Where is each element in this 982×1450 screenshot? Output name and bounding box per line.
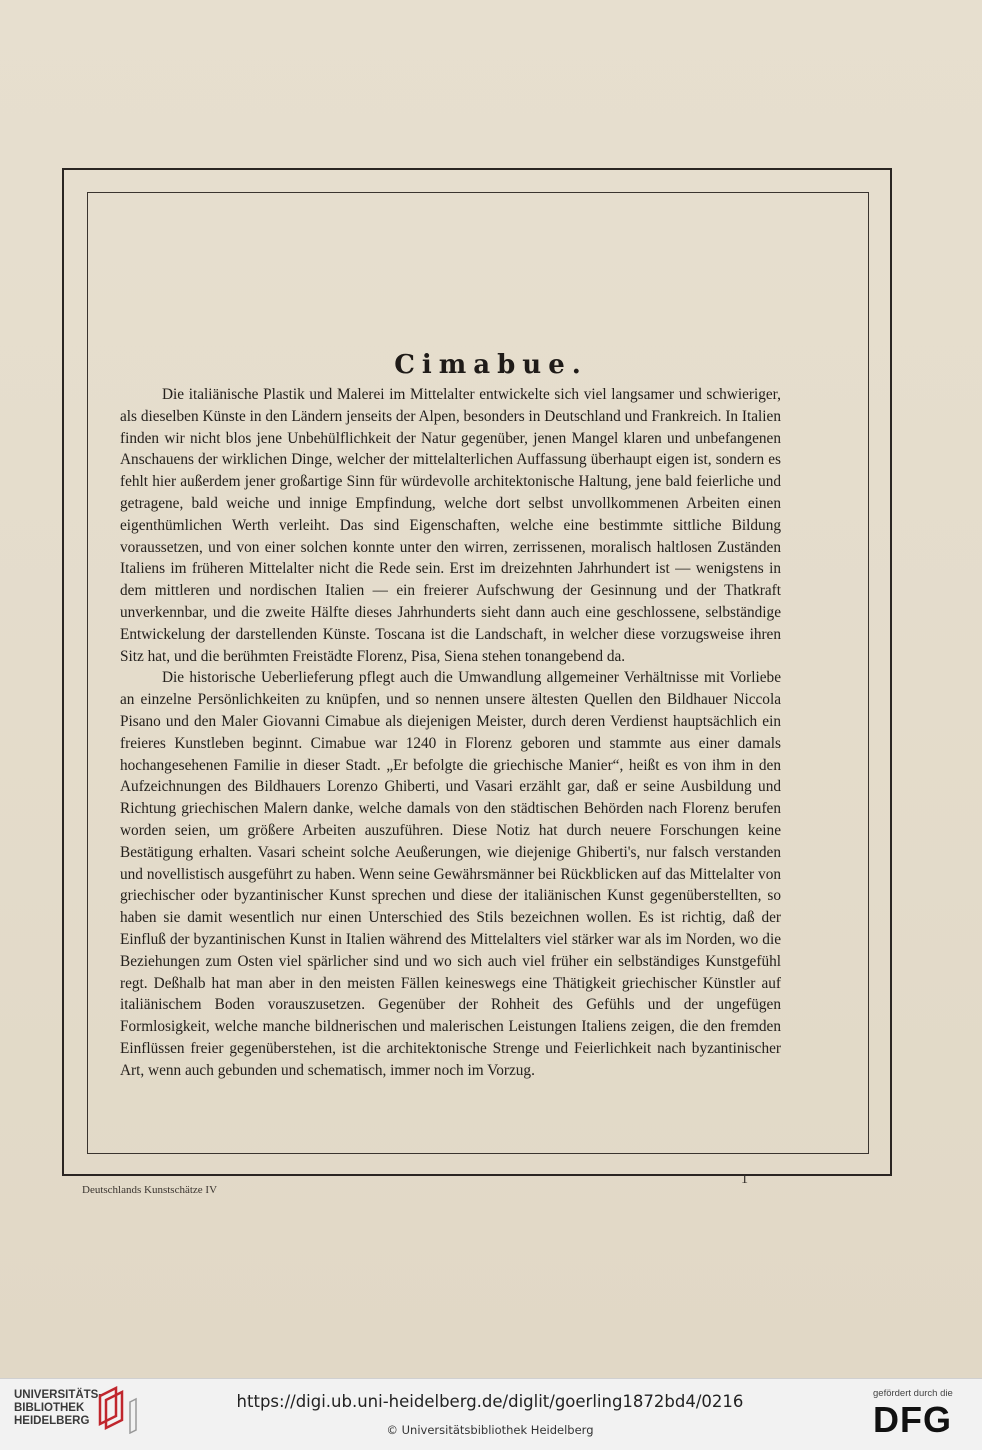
document-url-link[interactable]: https://digi.ub.uni-heidelberg.de/diglit/goerling1872bd4/0216	[236, 1392, 744, 1411]
article-body	[120, 384, 781, 1082]
library-name-line-1: UNIVERSITÄTS-	[14, 1389, 103, 1401]
signature-mark: Deutschlands Kunstschätze IV	[82, 1184, 218, 1196]
copyright-notice: © Universitätsbibliothek Heidelberg	[386, 1423, 594, 1437]
page-number: 1	[741, 1172, 748, 1187]
library-logo-icon[interactable]	[96, 1386, 140, 1434]
library-logo-text[interactable]	[14, 1389, 102, 1428]
paragraph-1: Die italiänische Plastik und Malerei im Mittelalter entwickelte sich viel langsamer und schwieriger, als dieselben Künste in den Ländern jenseits der Alpen, besonders in Deutschland und Frankreich. In Italien finden wir nicht blos jene Unbehülflichkeit der Natur gegenüber, jenen Mangel klaren und unbefangenen Anschauens der wirklichen Dinge, welcher der mittelalterlichen Auffassung überhaupt eigen ist, sondern es fehlt hier außerdem jener großartige Sinn für würdevolle architektonische Haltung, jene bald feierliche und getragene, bald weiche und innige Empfindung, welche dort selbst unvollkommenen Arbeiten einen eigenthümlichen Werth verleiht. Das sind Eigenschaften, welche eine bestimmte sittliche Bildung voraussetzen, und von einer solchen konnte unter den wirren, zerrissenen, moralisch haltlosen Zuständen Italiens im früheren Mittelalter nicht die Rede sein. Erst im dreizehnten Jahrhundert ist — wenigstens in dem mittleren und nordischen Italien — ein freierer Aufschwung der Gesinnung und der Thatkraft unverkennbar, und die zweite Hälfte dieses Jahrhunderts sieht dann auch eine geschlossene, selbständige Entwickelung der darstellenden Künste. Toscana ist die Landschaft, in welcher diese vorzugsweise ihren Sitz hat, und die berühmten Freistädte Florenz, Pisa, Siena stehen tonangebend da.	[120, 386, 781, 665]
page-title: Cimabue.	[394, 350, 588, 380]
library-name-line-2: BIBLIOTHEK	[14, 1402, 85, 1414]
funder-caption: gefördert durch die	[873, 1388, 953, 1399]
dfg-logo[interactable]: DFG	[873, 1399, 952, 1440]
paragraph-2: Die historische Ueberlieferung pflegt auch die Umwandlung allgemeiner Verhältnisse mit Vorliebe an einzelne Persönlichkeiten zu knüpfen, und so nennen unsere ältesten Quellen den Bildhauer Niccola Pisano und den Maler Giovanni Cimabue als diejenigen Meister, durch deren Verdienst hauptsächlich ein freieres Kunstleben beginnt. Cimabue war 1240 in Florenz geboren und stammte aus einer damals hochangesehenen Familie in dieser Stadt. „Er befolgte die griechische Manier“, heißt es von ihm in den Aufzeichnungen des Bildhauers Lorenzo Ghiberti, und Vasari erzählt gar, daß er seine Ausbildung und Richtung griechischen Malern danke, welche damals von den städtischen Behörden nach Florenz berufen worden seien, um größere Arbeiten auszuführen. Diese Notiz hat durch neuere Forschungen keine Bestätigung erhalten. Vasari scheint solche Aeußerungen, wie diejenige Ghiberti's, nur falsch verstanden und novellistisch ausgeführt zu haben. Wenn seine Gewährsmänner bei Rückblicken auf das Mittelalter von griechischer oder byzantinischer Kunst sprechen und diese der italiänischen Kunst gegenüberstellten, so haben sie damit wesentlich nur einen Unterschied des Stils bezeichnen wollen. Es ist richtig, daß der Einfluß der byzantinischen Kunst in Italien während des Mittelalters viel stärker war als im Norden, wo die Beziehungen zum Osten viel spärlicher sind und wo sich auch viel früher ein selbständiges Kunstgefühl regt. Deßhalb hat man aber in den meisten Fällen keineswegs eine Thätigkeit griechischer Künstler auf italiänischem Boden vorauszusetzen. Gegenüber der Rohheit des Gefühls und der ungefügen Formlosigkeit, welche manche bildnerischen und malerischen Leistungen Italiens zeigen, die den fremden Einflüssen freier gegenüberstehen, ist die architektonische Strenge und Feierlichkeit nach byzantinischer Art, wenn auch gebunden und schematisch, immer noch im Vorzug.	[120, 669, 781, 1079]
library-name-line-3: HEIDELBERG	[14, 1415, 90, 1427]
viewer-footer-bar	[0, 1378, 982, 1450]
